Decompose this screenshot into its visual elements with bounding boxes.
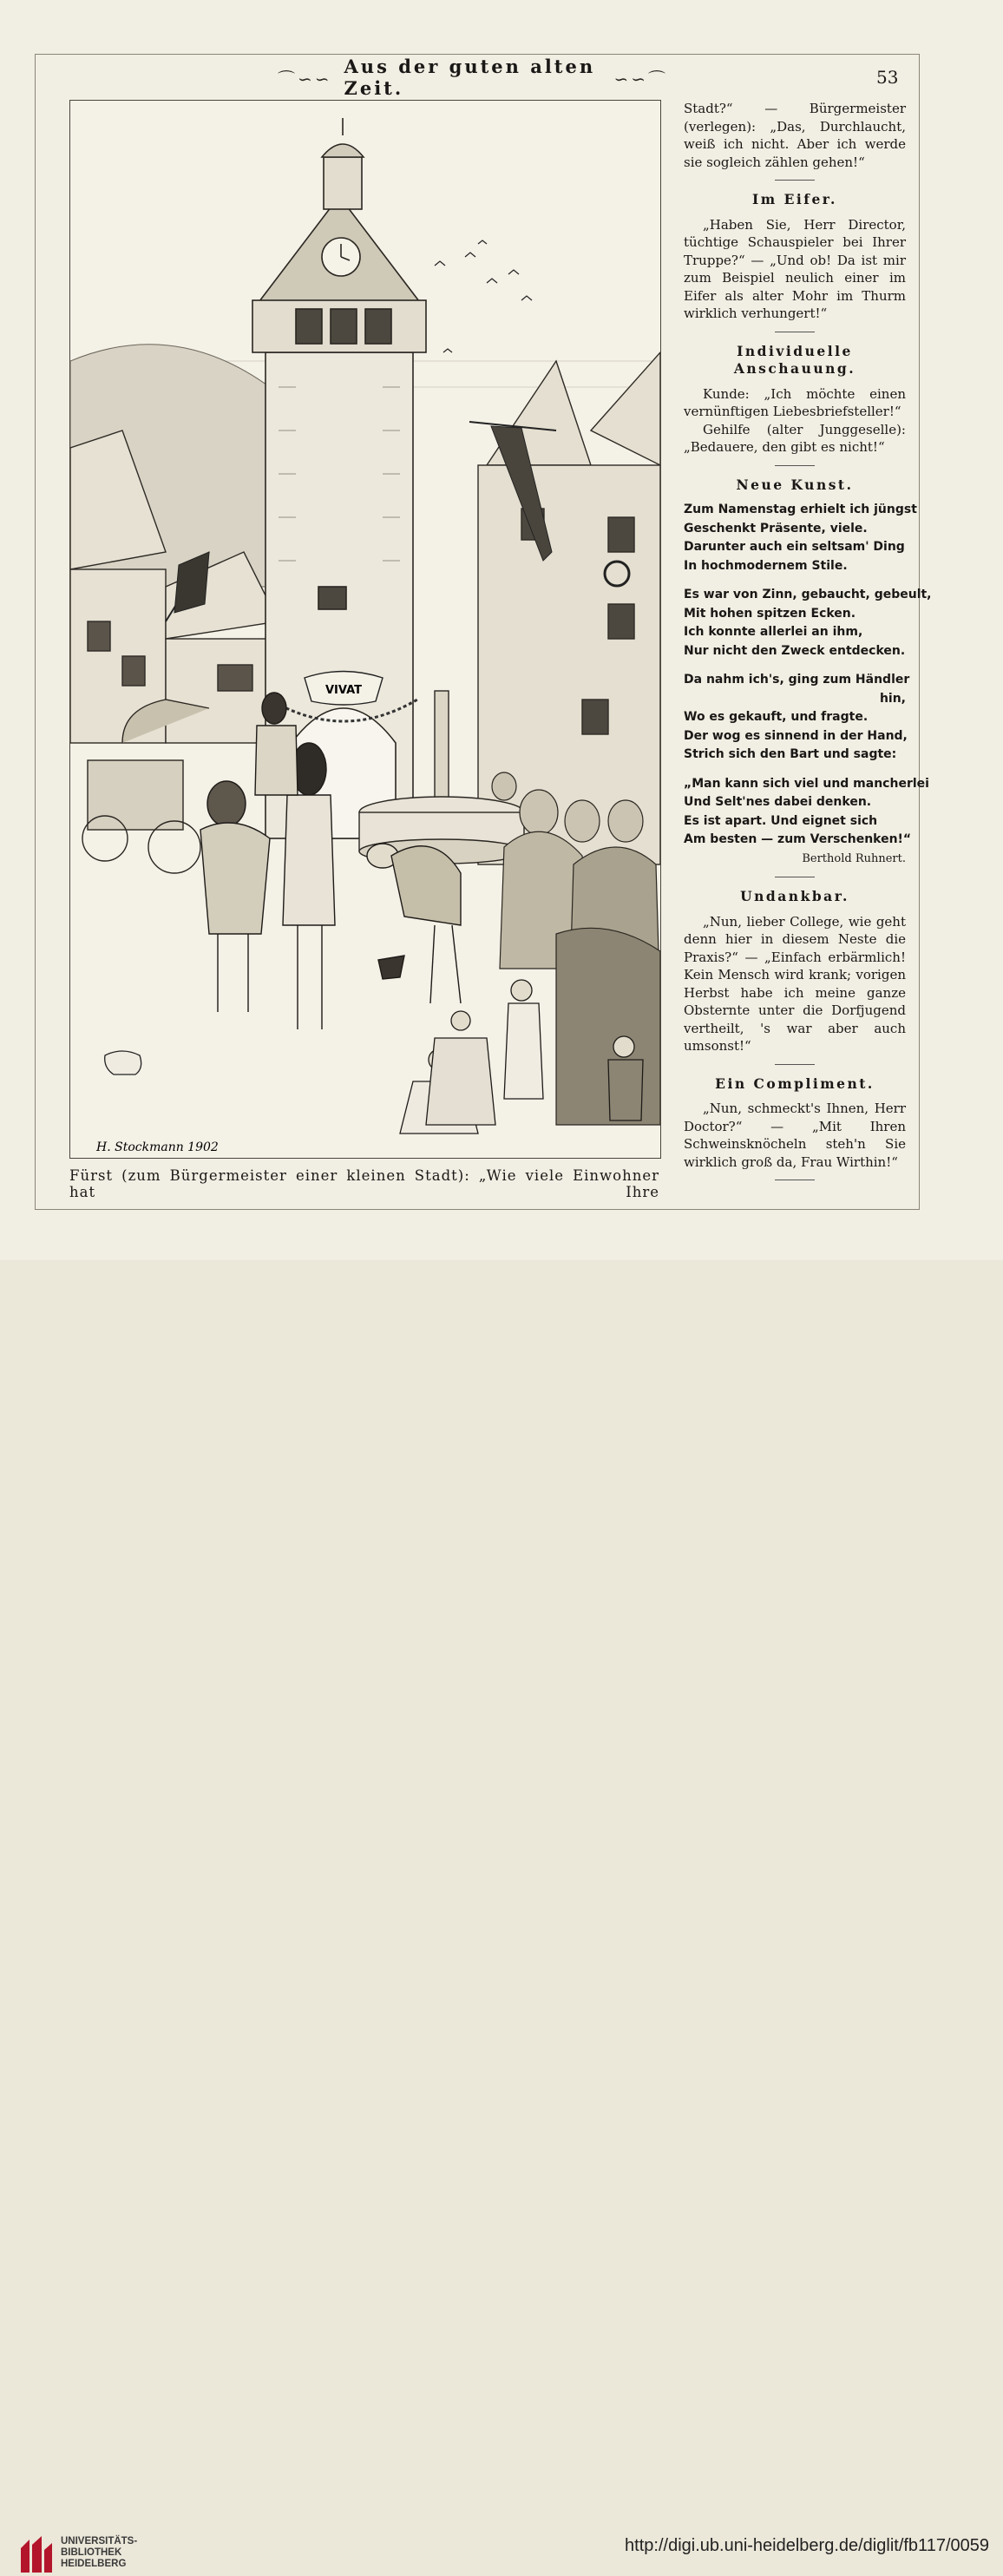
poem-stanza: [684, 671, 910, 765]
poem-line: Und Selt'nes dabei denken.: [684, 795, 872, 809]
intro-paragraph: Stadt?“ — Bürgermeister (verlegen): „Das, Durchlaucht, weiß ich nicht. Aber ich werde sie sogleich zählen gehen!“: [684, 101, 906, 170]
poem-line: Da nahm ich's, ging zum Händler: [684, 673, 910, 687]
poem-line: Am besten — zum Verschenken!“: [684, 832, 912, 846]
birds: [435, 240, 532, 352]
poem-line: hin,: [879, 691, 906, 706]
text-column: [684, 100, 932, 1191]
undankbar-text: „Nun, lieber College, wie geht denn hier in diesem Neste die Praxis?“ — „Einfach erbärmlich! Kein Mensch wird krank; vorigen Herbst habe ich meine ganze Obsternte unter die Dorfjugend vertheilt, 's war aber auch umsonst!“: [684, 913, 906, 1054]
dog: [105, 1051, 141, 1074]
illustration-drawing: [70, 101, 660, 1158]
page-number: 53: [876, 67, 899, 88]
im-eifer-text: „Haben Sie, Herr Director, tüchtige Schauspieler bei Ihrer Truppe?“ — „Und ob! Da ist mir zum Beispiel neulich einer im Eifer als alter Mohr im Thurm wirklich verhungert!“: [684, 216, 906, 321]
divider: [775, 465, 815, 466]
divider: [775, 180, 815, 181]
vivat-text: VIVAT: [325, 684, 362, 697]
header-flourish-left: ⌒∽∽: [278, 68, 332, 89]
poem-line: Wo es gekauft, und fragte.: [684, 710, 869, 724]
poem-stanza: [684, 501, 917, 575]
section-title-undankbar: Undankbar.: [740, 888, 849, 904]
section-title-anschauung: Individuelle Anschauung.: [733, 342, 856, 377]
anschauung-p2: Gehilfe (alter Junggeselle): „Bedauere, den gibt es nicht!“: [684, 421, 906, 455]
section-title-neue-kunst: Neue Kunst.: [736, 476, 854, 493]
poem-line: „Man kann sich viel und mancherlei: [684, 776, 929, 791]
poem-line: Es war von Zinn, gebaucht, gebeult,: [684, 588, 932, 601]
illustration: [69, 100, 661, 1159]
footer-bar: [0, 1260, 1003, 2569]
poem-line: Es ist apart. Und eignet sich: [684, 813, 878, 828]
poem-line: Mit hohen spitzen Ecken.: [684, 606, 856, 621]
section-title-compliment: Ein Compliment.: [715, 1074, 875, 1092]
bowing-man: [367, 844, 461, 1003]
poem-line: Strich sich den Bart und sagte:: [684, 747, 897, 761]
poem-line: Ich konnte allerlei an ihm,: [684, 625, 863, 639]
section-title-im-eifer: Im Eifer.: [752, 191, 837, 207]
running-header: [278, 56, 668, 99]
divider: [775, 1064, 815, 1065]
library-name-line: HEIDELBERG: [61, 2559, 127, 2569]
illustration-caption: Fürst (zum Bürgermeister einer kleinen Stadt): „Wie viele Einwohner hat Ihre: [69, 1167, 659, 1200]
header-flourish-right: ∽∽⌒: [613, 68, 668, 89]
university-library-logo-icon: [17, 2533, 56, 2576]
poem-line: Zum Namenstag erhielt ich jüngst: [684, 503, 917, 516]
page: [0, 0, 1003, 1260]
library-name-line: BIBLIOTHEK: [61, 2547, 122, 2558]
header-title: Aus der guten alten Zeit.: [344, 56, 596, 99]
poem-stanza: [684, 775, 929, 850]
poem-line: Nur nicht den Zweck entdecken.: [684, 643, 906, 658]
compliment-text: „Nun, schmeckt's Ihnen, Herr Doctor?“ — „Mit Ihren Schweinsknöcheln steh'n Sie wirklich groß da, Frau Wirthin!“: [684, 1101, 906, 1170]
poem-stanza: [684, 586, 932, 660]
library-name: [61, 2536, 137, 2570]
poem-line: Darunter auch ein seltsam' Ding: [684, 540, 905, 554]
poem-line: Der wog es sinnend in der Hand,: [684, 728, 908, 743]
library-name-line: UNIVERSITÄTS-: [61, 2536, 138, 2546]
poem: [684, 501, 932, 868]
poem-line: Geschenkt Präsente, viele.: [684, 521, 868, 536]
poem-author: Berthold Ruhnert.: [802, 851, 906, 865]
anschauung-p1: Kunde: „Ich möchte einen vernünftigen Liebesbriefsteller!“: [684, 385, 906, 419]
permalink-url[interactable]: http://digi.ub.uni-heidelberg.de/diglit/fb117/0059: [625, 2536, 989, 2555]
artist-signature: H. Stockmann 1902: [96, 1140, 219, 1154]
poem-line: In hochmodernem Stile.: [684, 558, 848, 573]
